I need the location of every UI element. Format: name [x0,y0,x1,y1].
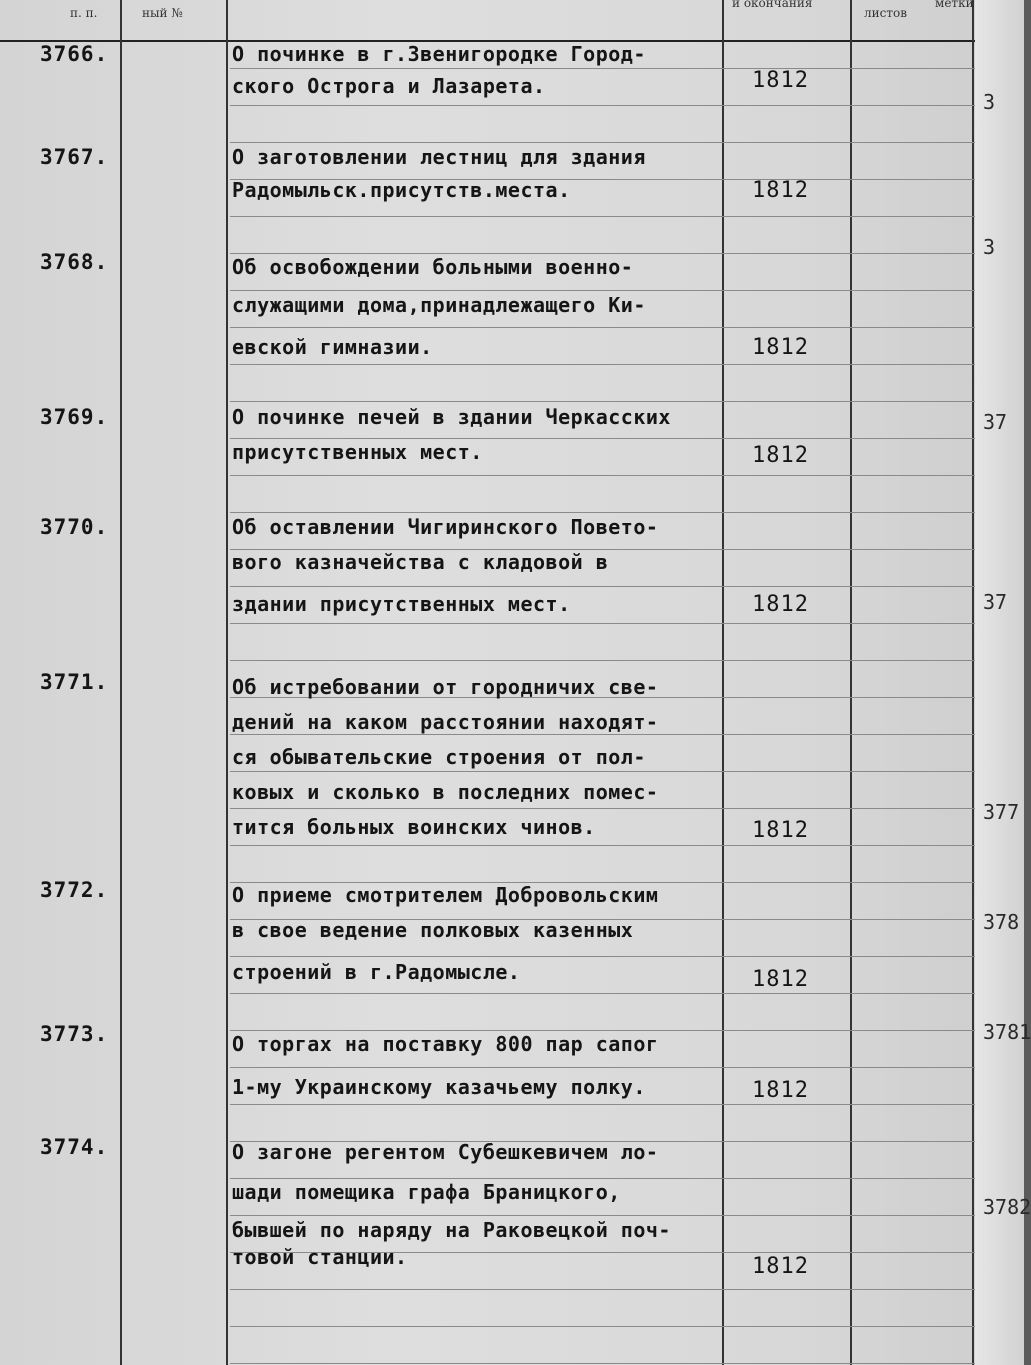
entry-text-line: О починке в г.Звенигородке Город- [232,42,646,66]
adjacent-page-number: 3 [983,90,996,114]
entry-text-line: здании присутственных мест. [232,592,571,616]
entry-year: 1812 [752,178,809,203]
entry-number: 3773. [40,1022,109,1046]
ruled-line [230,956,975,957]
ruled-line [230,253,975,254]
entry-text-line: дений на каком расстоянии находят- [232,710,659,734]
ruled-line [230,512,975,513]
entry-text-line: шади помещика графа Браницкого, [232,1180,621,1204]
adjacent-page-number: 3782 [983,1195,1031,1219]
entry-year: 1812 [752,1078,809,1103]
column-divider-1 [120,0,122,1365]
entry-number: 3771. [40,670,109,694]
ruled-line [230,105,975,106]
entry-text-line: вого казначейства с кладовой в [232,550,609,574]
adjacent-page-number: 37 [983,590,1008,614]
ruled-line [230,401,975,402]
entry-number: 3767. [40,145,109,169]
entry-number: 3770. [40,515,109,539]
entry-text-line: Радомыльск.присутств.места. [232,178,571,202]
entry-text-line: 1-му Украинскому казачьему полку. [232,1075,646,1099]
entry-number: 3766. [40,42,109,66]
entry-year: 1812 [752,335,809,360]
entry-text-line: служащими дома,принадлежащего Ки- [232,293,646,317]
ruled-line [230,1289,975,1290]
entry-text-line: О заготовлении лестниц для здания [232,145,646,169]
ruled-line [230,68,975,69]
ruled-line [230,1363,975,1364]
column-divider-4 [850,0,852,1365]
ruled-line [230,771,975,772]
entry-number: 3769. [40,405,109,429]
entry-year: 1812 [752,68,809,93]
entry-text-line: О загоне регентом Субешкевичем ло- [232,1140,659,1164]
ruled-line [230,216,975,217]
entry-text-line: ского Острога и Лазарета. [232,74,546,98]
ruled-line [230,438,975,439]
entry-year: 1812 [752,1254,809,1279]
entry-year: 1812 [752,443,809,468]
header-col-number: п. п. [70,6,98,20]
entry-number: 3768. [40,250,109,274]
entry-text-line: О починке печей в здании Черкасских [232,405,671,429]
ruled-line [230,475,975,476]
ruled-line [230,845,975,846]
entry-text-line: ковых и сколько в последних помес- [232,780,659,804]
ruled-line [230,364,975,365]
ruled-line [230,734,975,735]
ruled-line [230,327,975,328]
entry-year: 1812 [752,818,809,843]
header-col-dates: и окончания [732,0,813,10]
entry-text-line: тится больных воинских чинов. [232,815,596,839]
ruled-line [230,586,975,587]
entry-number: 3774. [40,1135,109,1159]
ruled-line [230,1067,975,1068]
adjacent-page-number: 377 [983,800,1020,824]
entry-text-line: строений в г.Радомысле. [232,960,521,984]
ruled-line [230,1104,975,1105]
column-divider-5 [972,0,974,1365]
entry-text-line: в свое ведение полковых казенных [232,918,634,942]
entry-number: 3772. [40,878,109,902]
ruled-line [230,1030,975,1031]
entry-year: 1812 [752,967,809,992]
adjacent-page-number: 37 [983,410,1008,434]
ruled-line [230,993,975,994]
header-col-sheets: листов [864,6,907,20]
ruled-line [230,623,975,624]
entry-text-line: ся обывательские строения от пол- [232,745,646,769]
ruled-line [230,1326,975,1327]
header-col-archive: ный № [142,6,183,20]
entry-text-line: евской гимназии. [232,335,433,359]
entry-text-line: присутственных мест. [232,440,483,464]
column-divider-2 [226,0,228,1365]
adjacent-page-number: 3781 [983,1020,1031,1044]
entry-text-line: товой станции. [232,1245,408,1269]
ruled-line [230,660,975,661]
adjacent-page-number: 378 [983,910,1020,934]
entry-text-line: бывшей по наряду на Раковецкой поч- [232,1218,671,1242]
header-col-notes: метки [935,0,974,10]
ruled-line [230,290,975,291]
ruled-line [230,808,975,809]
ruled-line [230,1178,975,1179]
entry-text-line: О торгах на поставку 800 пар сапог [232,1032,659,1056]
adjacent-page-number: 3 [983,235,996,259]
entry-text-line: Об освобождении больными военно- [232,255,634,279]
ruled-line [230,142,975,143]
entry-text-line: Об истребовании от городничих све- [232,675,659,699]
entry-year: 1812 [752,592,809,617]
column-divider-3 [722,0,724,1365]
ruled-line [230,1215,975,1216]
entry-text-line: О приеме смотрителем Добровольским [232,883,659,907]
adjacent-page-edge [975,0,1031,1365]
entry-text-line: Об оставлении Чигиринского Повето- [232,515,659,539]
